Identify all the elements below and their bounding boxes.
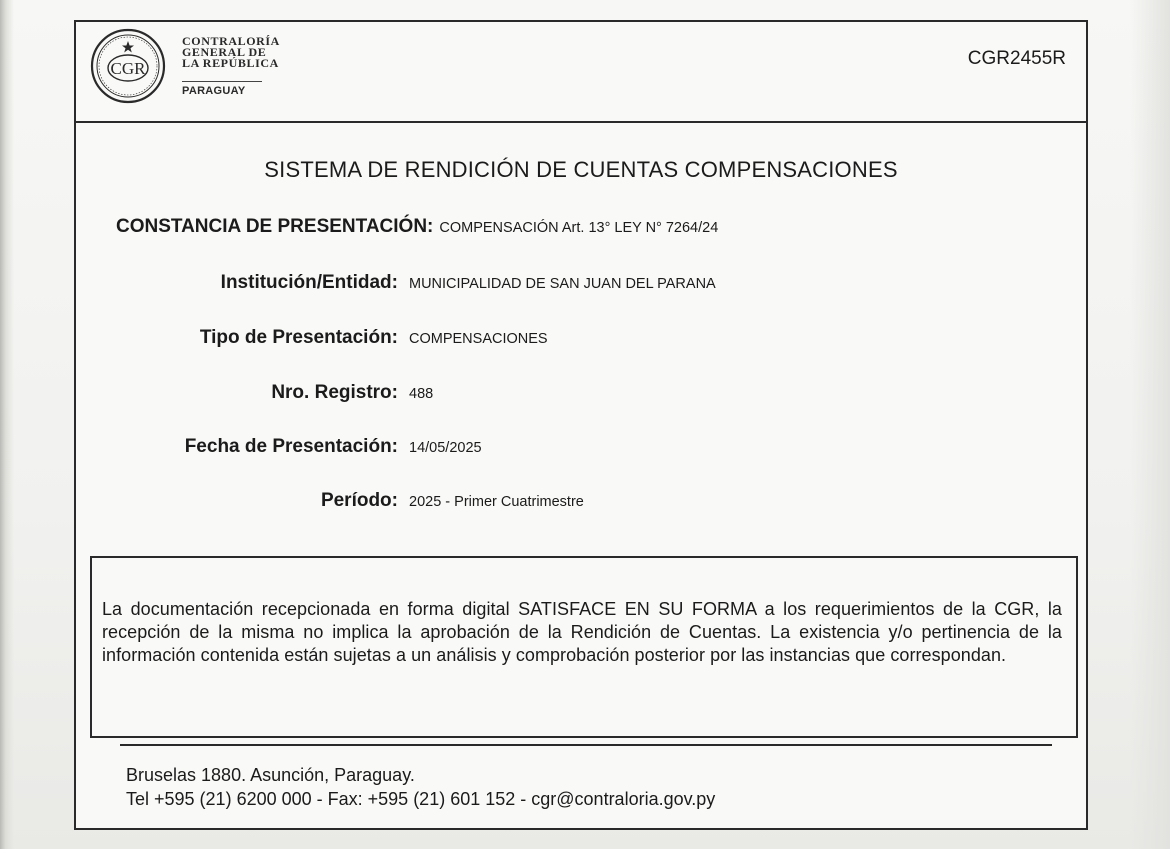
institution-name xyxy=(182,36,280,69)
field-value: 2025 - Primer Cuatrimestre xyxy=(409,494,584,510)
document-frame xyxy=(74,20,1088,830)
field-institucion xyxy=(76,272,1086,302)
field-label: Fecha de Presentación: xyxy=(184,436,398,457)
field-label: Institución/Entidad: xyxy=(220,272,398,293)
footer-address: Bruselas 1880. Asunción, Paraguay. xyxy=(126,765,415,785)
page-title: SISTEMA DE RENDICIÓN DE CUENTAS COMPENSACIONES xyxy=(264,157,898,182)
field-value: 14/05/2025 xyxy=(409,440,482,456)
field-periodo xyxy=(76,490,1086,520)
constancia-field xyxy=(116,216,718,238)
field-value: 488 xyxy=(409,386,434,402)
institution-name-line: GENERAL DE xyxy=(182,45,267,59)
field-tipo xyxy=(76,327,1086,357)
institution-name-line: CONTRALORÍA xyxy=(182,34,280,48)
logo-divider xyxy=(182,81,262,82)
seal-letters: CGR xyxy=(110,59,146,78)
field-label: Tipo de Presentación: xyxy=(199,327,398,348)
institution-country: PARAGUAY xyxy=(182,85,246,97)
institution-name-line: LA REPÚBLICA xyxy=(182,56,279,70)
document-header xyxy=(76,22,1086,123)
page-edge-shadow xyxy=(0,0,14,849)
field-value: COMPENSACIONES xyxy=(409,331,548,347)
footer-contact: Tel +595 (21) 6200 000 - Fax: +595 (21) 601 152 - cgr@contraloria.gov.py xyxy=(126,789,716,809)
constancia-value: COMPENSACIÓN Art. 13° LEY N° 7264/24 xyxy=(439,220,719,236)
field-label: Período: xyxy=(320,490,398,511)
page-edge-highlight xyxy=(1130,0,1170,849)
field-fecha xyxy=(76,436,1086,466)
document-code: CGR2455R xyxy=(967,48,1066,69)
notice-box xyxy=(90,556,1078,738)
footer xyxy=(126,763,715,811)
footer-divider xyxy=(120,744,1052,746)
constancia-label: CONSTANCIA DE PRESENTACIÓN: xyxy=(116,216,434,237)
cgr-seal-icon xyxy=(90,28,166,104)
field-label: Nro. Registro: xyxy=(271,382,398,403)
field-registro xyxy=(76,382,1086,412)
field-value: MUNICIPALIDAD DE SAN JUAN DEL PARANA xyxy=(409,276,716,292)
notice-text: La documentación recepcionada en forma digital SATISFACE EN SU FORMA a los requerimientos de la CGR, la recepción de la misma no implica la aprobación de la Rendición de Cuentas. La existencia y/o pertinencia de la información contenida están sujetas a un análisis y comprobación posterior por las instancias que correspondan. xyxy=(102,599,1062,665)
